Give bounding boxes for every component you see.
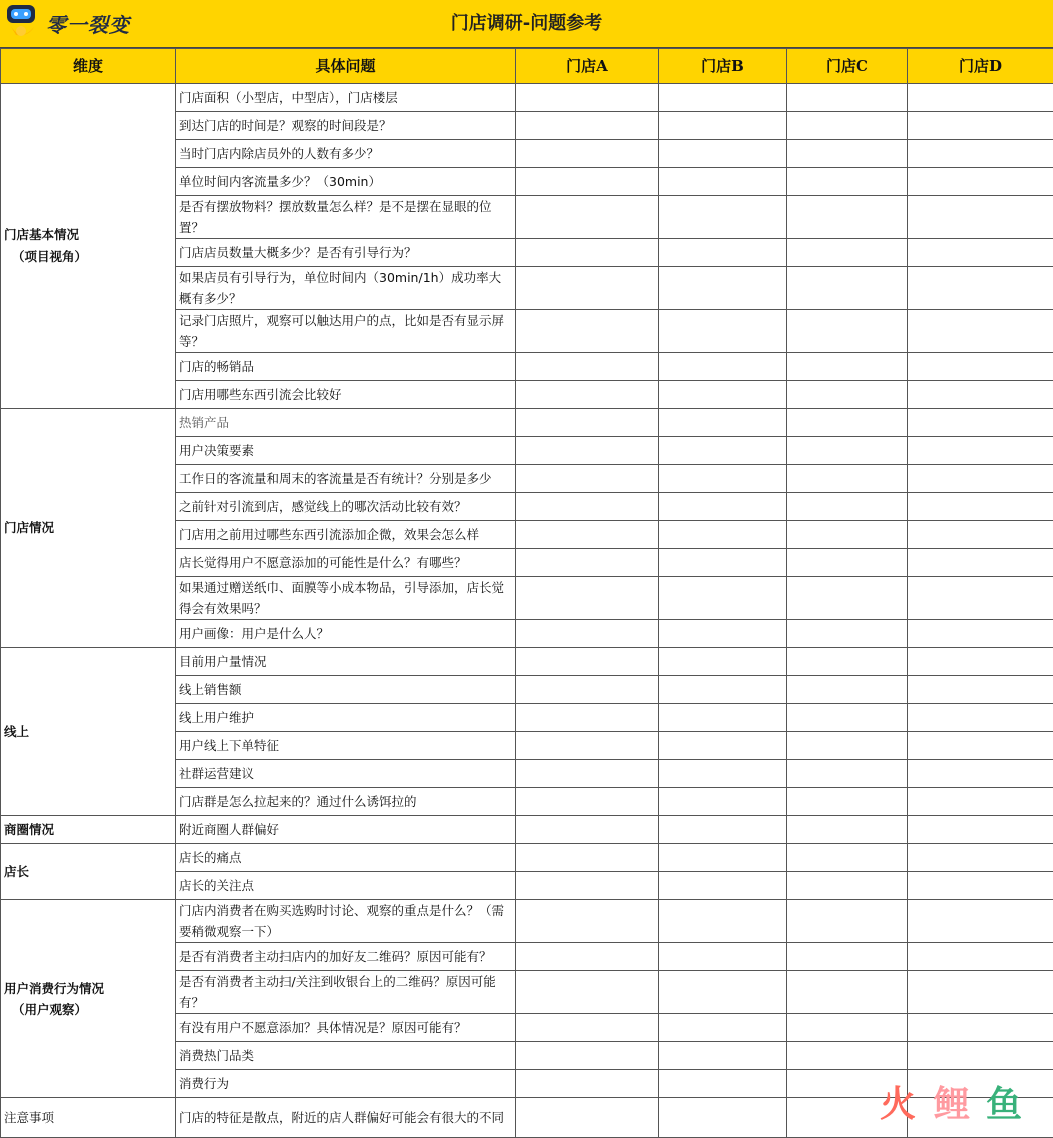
question-cell: 如果店员有引导行为，单位时间内（30min/1h）成功率大概有多少？	[176, 267, 516, 310]
question-cell: 门店内消费者在购买选购时讨论、观察的重点是什么？（需要稍微观察一下）	[176, 900, 516, 943]
store-d-answer-cell[interactable]	[908, 577, 1053, 620]
store-d-answer-cell[interactable]	[908, 112, 1053, 140]
store-d-answer-cell[interactable]	[908, 381, 1053, 409]
store-b-answer-cell[interactable]	[659, 239, 787, 267]
store-d-answer-cell[interactable]	[908, 788, 1053, 816]
store-a-answer-cell[interactable]	[516, 816, 659, 844]
store-c-answer-cell[interactable]	[787, 84, 908, 112]
table-row	[1, 900, 1053, 943]
dimension-cell	[1, 1098, 176, 1138]
store-a-answer-cell[interactable]	[516, 704, 659, 732]
question-cell: 店长的痛点	[176, 844, 516, 872]
store-d-answer-cell[interactable]	[908, 521, 1053, 549]
store-a-answer-cell[interactable]	[516, 760, 659, 788]
store-b-answer-cell[interactable]	[659, 1014, 787, 1042]
question-cell: 用户决策要素	[176, 437, 516, 465]
store-c-answer-cell[interactable]	[787, 112, 908, 140]
store-b-answer-cell[interactable]	[659, 676, 787, 704]
table-row	[1, 84, 1053, 112]
store-b-answer-cell[interactable]	[659, 84, 787, 112]
question-cell: 附近商圈人群偏好	[176, 816, 516, 844]
store-c-answer-cell[interactable]	[787, 577, 908, 620]
store-d-answer-cell[interactable]	[908, 84, 1053, 112]
question-cell: 店长的关注点	[176, 872, 516, 900]
store-a-answer-cell[interactable]	[516, 1098, 659, 1138]
question-cell: 用户画像：用户是什么人？	[176, 620, 516, 648]
store-b-answer-cell[interactable]	[659, 1070, 787, 1098]
question-cell: 如果通过赠送纸巾、面膜等小成本物品，引导添加，店长觉得会有效果吗？	[176, 577, 516, 620]
dimension-label: 线上	[4, 724, 29, 739]
table-row	[1, 648, 1053, 676]
table-row	[1, 844, 1053, 872]
store-a-answer-cell[interactable]	[516, 648, 659, 676]
store-a-answer-cell[interactable]	[516, 353, 659, 381]
question-cell: 到达门店的时间是？观察的时间段是？	[176, 112, 516, 140]
question-cell: 门店的特征是散点，附近的店人群偏好可能会有很大的不同	[176, 1098, 516, 1138]
store-d-answer-cell[interactable]	[908, 943, 1053, 971]
store-c-answer-cell[interactable]	[787, 521, 908, 549]
dimension-label: 商圈情况	[4, 822, 54, 837]
store-c-answer-cell[interactable]	[787, 239, 908, 267]
store-b-answer-cell[interactable]	[659, 648, 787, 676]
store-b-answer-cell[interactable]	[659, 549, 787, 577]
header-row	[1, 49, 1053, 84]
store-a-answer-cell[interactable]	[516, 112, 659, 140]
store-a-answer-cell[interactable]	[516, 1042, 659, 1070]
question-cell: 门店的畅销品	[176, 353, 516, 381]
store-a-answer-cell[interactable]	[516, 521, 659, 549]
question-cell: 当时门店内除店员外的人数有多少？	[176, 140, 516, 168]
question-cell: 门店店员数量大概多少？是否有引导行为？	[176, 239, 516, 267]
column-header-store-d: 门店D	[908, 49, 1053, 84]
page-title: 门店调研-问题参考	[0, 0, 1053, 48]
store-b-answer-cell[interactable]	[659, 577, 787, 620]
question-cell: 用户线上下单特征	[176, 732, 516, 760]
store-b-answer-cell[interactable]	[659, 1098, 787, 1138]
dimension-sublabel: （项目视角）	[4, 246, 172, 268]
store-d-answer-cell[interactable]	[908, 437, 1053, 465]
store-d-answer-cell[interactable]	[908, 816, 1053, 844]
store-c-answer-cell[interactable]	[787, 788, 908, 816]
store-a-answer-cell[interactable]	[516, 732, 659, 760]
title-bar	[0, 0, 1053, 48]
store-b-answer-cell[interactable]	[659, 196, 787, 239]
question-cell: 是否有摆放物料？摆放数量怎么样？是不是摆在显眼的位置？	[176, 196, 516, 239]
store-d-answer-cell[interactable]	[908, 676, 1053, 704]
column-header-dimension: 维度	[1, 49, 176, 84]
question-cell: 线上销售额	[176, 676, 516, 704]
table-row	[1, 409, 1053, 437]
store-a-answer-cell[interactable]	[516, 549, 659, 577]
question-cell: 有没有用户不愿意添加？具体情况是？原因可能有？	[176, 1014, 516, 1042]
store-d-answer-cell[interactable]	[908, 900, 1053, 943]
question-cell: 线上用户维护	[176, 704, 516, 732]
question-cell: 门店群是怎么拉起来的？通过什么诱饵拉的	[176, 788, 516, 816]
store-b-answer-cell[interactable]	[659, 816, 787, 844]
store-b-answer-cell[interactable]	[659, 168, 787, 196]
store-b-answer-cell[interactable]	[659, 381, 787, 409]
store-d-answer-cell[interactable]	[908, 409, 1053, 437]
column-header-store-a: 门店A	[516, 49, 659, 84]
store-a-answer-cell[interactable]	[516, 1070, 659, 1098]
store-b-answer-cell[interactable]	[659, 140, 787, 168]
store-c-answer-cell[interactable]	[787, 844, 908, 872]
store-c-answer-cell[interactable]	[787, 872, 908, 900]
question-cell: 工作日的客流量和周末的客流量是否有统计？分别是多少	[176, 465, 516, 493]
store-a-answer-cell[interactable]	[516, 872, 659, 900]
store-c-answer-cell[interactable]	[787, 943, 908, 971]
store-a-answer-cell[interactable]	[516, 788, 659, 816]
store-a-answer-cell[interactable]	[516, 465, 659, 493]
store-c-answer-cell[interactable]	[787, 493, 908, 521]
question-cell: 门店面积（小型店，中型店），门店楼层	[176, 84, 516, 112]
store-a-answer-cell[interactable]	[516, 493, 659, 521]
store-c-answer-cell[interactable]	[787, 1014, 908, 1042]
dimension-cell	[1, 844, 176, 900]
store-b-answer-cell[interactable]	[659, 437, 787, 465]
store-c-answer-cell[interactable]	[787, 140, 908, 168]
store-b-answer-cell[interactable]	[659, 493, 787, 521]
store-b-answer-cell[interactable]	[659, 872, 787, 900]
dimension-sublabel: （用户观察）	[4, 999, 172, 1020]
store-c-answer-cell[interactable]	[787, 310, 908, 353]
watermark-char: 火	[880, 1076, 916, 1127]
dimension-label: 注意事项	[4, 1110, 54, 1125]
store-d-answer-cell[interactable]	[908, 648, 1053, 676]
dimension-label: 店长	[4, 864, 29, 879]
store-b-answer-cell[interactable]	[659, 267, 787, 310]
store-d-answer-cell[interactable]	[908, 620, 1053, 648]
store-c-answer-cell[interactable]	[787, 732, 908, 760]
store-d-answer-cell[interactable]	[908, 140, 1053, 168]
store-b-answer-cell[interactable]	[659, 900, 787, 943]
survey-table	[0, 48, 1053, 1138]
store-a-answer-cell[interactable]	[516, 409, 659, 437]
table-body	[1, 84, 1053, 1138]
store-b-answer-cell[interactable]	[659, 353, 787, 381]
store-b-answer-cell[interactable]	[659, 310, 787, 353]
store-c-answer-cell[interactable]	[787, 676, 908, 704]
store-a-answer-cell[interactable]	[516, 84, 659, 112]
store-a-answer-cell[interactable]	[516, 943, 659, 971]
store-a-answer-cell[interactable]	[516, 577, 659, 620]
store-c-answer-cell[interactable]	[787, 267, 908, 310]
store-b-answer-cell[interactable]	[659, 732, 787, 760]
store-b-answer-cell[interactable]	[659, 971, 787, 1014]
store-c-answer-cell[interactable]	[787, 816, 908, 844]
store-c-answer-cell[interactable]	[787, 353, 908, 381]
question-cell: 之前针对引流到店，感觉线上的哪次活动比较有效？	[176, 493, 516, 521]
dimension-label: 用户消费行为情况	[4, 981, 104, 996]
store-b-answer-cell[interactable]	[659, 704, 787, 732]
store-a-answer-cell[interactable]	[516, 168, 659, 196]
brand-name: 零一裂变	[46, 9, 130, 38]
store-c-answer-cell[interactable]	[787, 381, 908, 409]
dimension-cell	[1, 409, 176, 648]
store-c-answer-cell[interactable]	[787, 196, 908, 239]
store-c-answer-cell[interactable]	[787, 409, 908, 437]
dimension-cell	[1, 816, 176, 844]
store-a-answer-cell[interactable]	[516, 971, 659, 1014]
watermark-char: 鱼	[986, 1076, 1022, 1127]
store-d-answer-cell[interactable]	[908, 704, 1053, 732]
store-d-answer-cell[interactable]	[908, 465, 1053, 493]
question-cell: 消费行为	[176, 1070, 516, 1098]
store-d-answer-cell[interactable]	[908, 267, 1053, 310]
store-c-answer-cell[interactable]	[787, 620, 908, 648]
dimension-cell	[1, 648, 176, 816]
store-c-answer-cell[interactable]	[787, 760, 908, 788]
store-c-answer-cell[interactable]	[787, 1042, 908, 1070]
store-b-answer-cell[interactable]	[659, 409, 787, 437]
store-d-answer-cell[interactable]	[908, 844, 1053, 872]
dimension-label: 门店基本情况	[4, 227, 79, 242]
store-a-answer-cell[interactable]	[516, 676, 659, 704]
store-a-answer-cell[interactable]	[516, 381, 659, 409]
store-c-answer-cell[interactable]	[787, 971, 908, 1014]
question-cell: 热销产品	[176, 409, 516, 437]
store-a-answer-cell[interactable]	[516, 140, 659, 168]
store-b-answer-cell[interactable]	[659, 620, 787, 648]
store-d-answer-cell[interactable]	[908, 493, 1053, 521]
store-c-answer-cell[interactable]	[787, 900, 908, 943]
question-cell: 消费热门品类	[176, 1042, 516, 1070]
store-b-answer-cell[interactable]	[659, 112, 787, 140]
store-d-answer-cell[interactable]	[908, 310, 1053, 353]
store-d-answer-cell[interactable]	[908, 549, 1053, 577]
question-cell: 记录门店照片，观察可以触达用户的点，比如是否有显示屏等？	[176, 310, 516, 353]
store-b-answer-cell[interactable]	[659, 844, 787, 872]
store-b-answer-cell[interactable]	[659, 788, 787, 816]
store-d-answer-cell[interactable]	[908, 196, 1053, 239]
store-d-answer-cell[interactable]	[908, 760, 1053, 788]
table-row	[1, 816, 1053, 844]
store-c-answer-cell[interactable]	[787, 168, 908, 196]
question-cell: 是否有消费者主动扫/关注到收银台上的二维码？原因可能有？	[176, 971, 516, 1014]
store-b-answer-cell[interactable]	[659, 1042, 787, 1070]
store-b-answer-cell[interactable]	[659, 943, 787, 971]
store-a-answer-cell[interactable]	[516, 196, 659, 239]
store-a-answer-cell[interactable]	[516, 900, 659, 943]
question-cell: 店长觉得用户不愿意添加的可能性是什么？有哪些？	[176, 549, 516, 577]
store-b-answer-cell[interactable]	[659, 521, 787, 549]
question-cell: 门店用哪些东西引流会比较好	[176, 381, 516, 409]
store-c-answer-cell[interactable]	[787, 704, 908, 732]
dimension-cell	[1, 84, 176, 409]
store-c-answer-cell[interactable]	[787, 549, 908, 577]
store-d-answer-cell[interactable]	[908, 1042, 1053, 1070]
column-header-store-b: 门店B	[659, 49, 787, 84]
store-d-answer-cell[interactable]	[908, 353, 1053, 381]
dimension-cell	[1, 900, 176, 1098]
store-a-answer-cell[interactable]	[516, 239, 659, 267]
store-b-answer-cell[interactable]	[659, 465, 787, 493]
store-c-answer-cell[interactable]	[787, 465, 908, 493]
question-cell: 门店用之前用过哪些东西引流添加企微，效果会怎么样	[176, 521, 516, 549]
store-a-answer-cell[interactable]	[516, 267, 659, 310]
store-a-answer-cell[interactable]	[516, 620, 659, 648]
question-cell: 社群运营建议	[176, 760, 516, 788]
store-d-answer-cell[interactable]	[908, 971, 1053, 1014]
question-cell: 是否有消费者主动扫店内的加好友二维码？原因可能有？	[176, 943, 516, 971]
store-b-answer-cell[interactable]	[659, 760, 787, 788]
column-header-store-c: 门店C	[787, 49, 908, 84]
store-a-answer-cell[interactable]	[516, 1014, 659, 1042]
store-a-answer-cell[interactable]	[516, 437, 659, 465]
question-cell: 目前用户量情况	[176, 648, 516, 676]
store-a-answer-cell[interactable]	[516, 310, 659, 353]
dimension-label: 门店情况	[4, 520, 54, 535]
question-cell: 单位时间内客流量多少？（30min）	[176, 168, 516, 196]
store-d-answer-cell[interactable]	[908, 732, 1053, 760]
store-d-answer-cell[interactable]	[908, 1014, 1053, 1042]
store-a-answer-cell[interactable]	[516, 844, 659, 872]
column-header-question: 具体问题	[176, 49, 516, 84]
store-d-answer-cell[interactable]	[908, 872, 1053, 900]
watermark-char: 鲤	[934, 1076, 970, 1127]
store-d-answer-cell[interactable]	[908, 168, 1053, 196]
store-d-answer-cell[interactable]	[908, 239, 1053, 267]
store-c-answer-cell[interactable]	[787, 437, 908, 465]
store-c-answer-cell[interactable]	[787, 648, 908, 676]
watermark-logo	[880, 1074, 1040, 1118]
